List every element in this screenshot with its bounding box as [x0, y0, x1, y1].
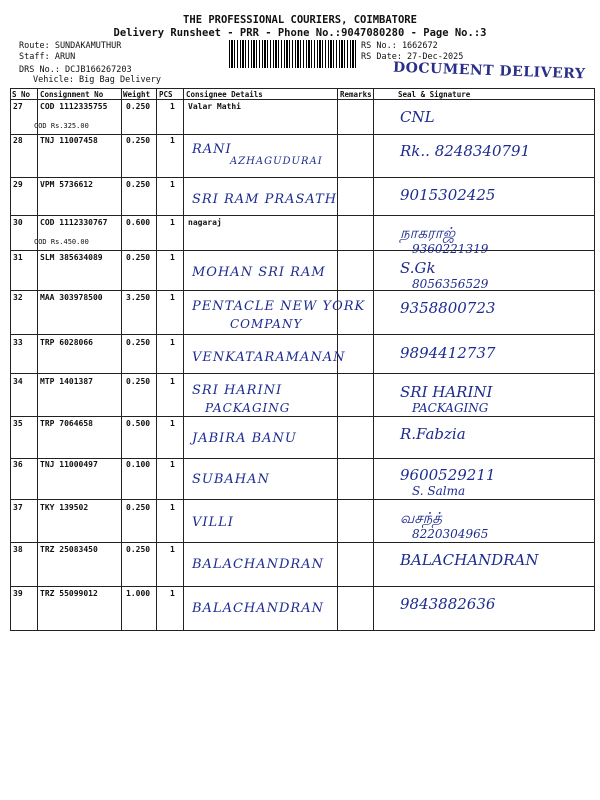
weight-value: 1.000: [126, 589, 151, 598]
col-header-consignment: Consignment No: [40, 90, 104, 99]
pieces-count: 1: [170, 136, 175, 145]
handwritten-consignee-line2: COMPANY: [230, 317, 303, 331]
col-header-remarks: Remarks: [340, 90, 372, 99]
signature: Rk.. 8248340791: [400, 142, 531, 160]
row-divider: [10, 499, 594, 500]
serial-number: 39: [13, 589, 23, 598]
drs-number: DRS No.: DCJB166267203: [19, 65, 132, 75]
consignment-number: TRP 6028066: [40, 338, 93, 347]
weight-value: 0.250: [126, 180, 151, 189]
serial-number: 37: [13, 503, 23, 512]
row-divider: [10, 542, 594, 543]
pieces-count: 1: [170, 377, 175, 386]
col-header-weight: Weight: [123, 90, 151, 99]
row-divider: [10, 334, 594, 335]
signature: SRI HARINI: [400, 383, 493, 401]
pieces-count: 1: [170, 102, 175, 111]
column-line: [10, 88, 11, 631]
signature-line2: PACKAGING: [412, 401, 489, 415]
handwritten-consignee: BALACHANDRAN: [192, 557, 324, 572]
pieces-count: 1: [170, 293, 175, 302]
row-divider: [10, 416, 594, 417]
weight-value: 0.250: [126, 136, 151, 145]
rs-number: RS No.: 1662672: [361, 41, 438, 51]
serial-number: 33: [13, 338, 23, 347]
serial-number: 31: [13, 253, 23, 262]
signature-line2: 8220304965: [412, 527, 489, 541]
col-header-consignee: Consignee Details: [186, 90, 263, 99]
row-divider: [10, 250, 594, 251]
consignment-number: COD 1112335755: [40, 102, 108, 111]
row-divider: [10, 373, 594, 374]
weight-value: 0.100: [126, 460, 151, 469]
signature-line2: 8056356529: [412, 277, 489, 291]
signature-line2: S. Salma: [412, 484, 466, 498]
pieces-count: 1: [170, 180, 175, 189]
weight-value: 0.600: [126, 218, 151, 227]
pieces-count: 1: [170, 460, 175, 469]
runsheet-subtitle: Delivery Runsheet - PRR - Phone No.:9047080280 - Page No.:3: [113, 27, 487, 39]
signature: 9894412737: [400, 344, 496, 362]
consignment-number: TRP 7064658: [40, 419, 93, 428]
signature: 9843882636: [400, 595, 496, 613]
weight-value: 3.250: [126, 293, 151, 302]
consignment-number: MTP 1401387: [40, 377, 93, 386]
serial-number: 35: [13, 419, 23, 428]
consignment-number: TRZ 55099012: [40, 589, 98, 598]
row-divider: [10, 177, 594, 178]
handwritten-consignee: SUBAHAN: [192, 472, 270, 487]
consignment-number: VPM 5736612: [40, 180, 93, 189]
row-divider: [10, 630, 594, 631]
col-header-pcs: PCS: [159, 90, 173, 99]
vehicle-label: Vehicle: Big Bag Delivery: [33, 75, 161, 85]
serial-number: 27: [13, 102, 23, 111]
col-header-sno: S No: [12, 90, 31, 99]
pieces-count: 1: [170, 338, 175, 347]
consignee-name: nagaraj: [188, 218, 222, 227]
header-divider: [10, 99, 594, 100]
row-divider: [10, 215, 594, 216]
consignment-number: SLM 385634089: [40, 253, 103, 262]
signature: BALACHANDRAN: [400, 551, 539, 569]
consignment-number: MAA 303978500: [40, 293, 103, 302]
row-divider: [10, 458, 594, 459]
weight-value: 0.500: [126, 419, 151, 428]
cod-amount: COD Rs.325.00: [34, 122, 89, 130]
serial-number: 32: [13, 293, 23, 302]
handwritten-consignee: JABIRA BANU: [192, 431, 297, 446]
consignment-number: TNJ 11007458: [40, 136, 98, 145]
pieces-count: 1: [170, 218, 175, 227]
weight-value: 0.250: [126, 102, 151, 111]
pieces-count: 1: [170, 419, 175, 428]
serial-number: 28: [13, 136, 23, 145]
column-line: [594, 88, 595, 631]
column-line: [156, 88, 157, 631]
handwritten-consignee: BALACHANDRAN: [192, 601, 324, 616]
pieces-count: 1: [170, 545, 175, 554]
serial-number: 36: [13, 460, 23, 469]
company-title: THE PROFESSIONAL COURIERS, COIMBATORE: [183, 14, 417, 26]
pieces-count: 1: [170, 253, 175, 262]
serial-number: 38: [13, 545, 23, 554]
row-divider: [10, 290, 594, 291]
signature: R.Fabzia: [400, 425, 466, 443]
column-line: [373, 88, 374, 631]
handwritten-consignee-line2: AZHAGUDURAI: [230, 156, 323, 167]
weight-value: 0.250: [126, 503, 151, 512]
consignment-number: TNJ 11000497: [40, 460, 98, 469]
serial-number: 34: [13, 377, 23, 386]
table-border-top: [10, 88, 594, 89]
consignment-number: TRZ 25083450: [40, 545, 98, 554]
consignment-number: COD 1112330767: [40, 218, 108, 227]
weight-value: 0.250: [126, 377, 151, 386]
signature: 9015302425: [400, 186, 496, 204]
weight-value: 0.250: [126, 338, 151, 347]
signature: வசந்த்: [400, 509, 443, 527]
signature: நாகராஜ்: [400, 224, 456, 242]
handwritten-consignee: VILLI: [192, 515, 234, 530]
rs-date: RS Date: 27-Dec-2025: [361, 52, 464, 62]
row-divider: [10, 134, 594, 135]
handwritten-consignee: VENKATARAMANAN: [192, 350, 346, 365]
pieces-count: 1: [170, 589, 175, 598]
document-delivery-stamp: DOCUMENT DELIVERY: [392, 59, 586, 83]
staff-label: Staff: ARUN: [19, 52, 76, 62]
signature: 9600529211: [400, 466, 496, 484]
handwritten-consignee-line2: PACKAGING: [205, 401, 291, 415]
serial-number: 29: [13, 180, 23, 189]
pieces-count: 1: [170, 503, 175, 512]
signature: 9358800723: [400, 299, 496, 317]
handwritten-consignee: SRI RAM PRASATH: [192, 192, 338, 207]
weight-value: 0.250: [126, 545, 151, 554]
row-divider: [10, 586, 594, 587]
column-line: [183, 88, 184, 631]
signature: CNL: [400, 108, 435, 126]
barcode: [229, 40, 358, 68]
column-line: [121, 88, 122, 631]
handwritten-consignee: MOHAN SRI RAM: [192, 265, 326, 280]
serial-number: 30: [13, 218, 23, 227]
signature: S.Gk: [400, 259, 436, 277]
col-header-signature: Seal & Signature: [398, 90, 471, 99]
cod-amount: COD Rs.450.00: [34, 238, 89, 246]
handwritten-consignee: PENTACLE NEW YORK: [192, 299, 366, 314]
consignee-name: Valar Mathi: [188, 102, 241, 111]
weight-value: 0.250: [126, 253, 151, 262]
handwritten-consignee: SRI HARINI: [192, 383, 283, 398]
handwritten-consignee: RANI: [192, 142, 232, 157]
column-line: [37, 88, 38, 631]
route-label: Route: SUNDAKAMUTHUR: [19, 41, 122, 51]
consignment-number: TKY 139502: [40, 503, 89, 512]
signature-line2: 9360221319: [412, 242, 489, 256]
